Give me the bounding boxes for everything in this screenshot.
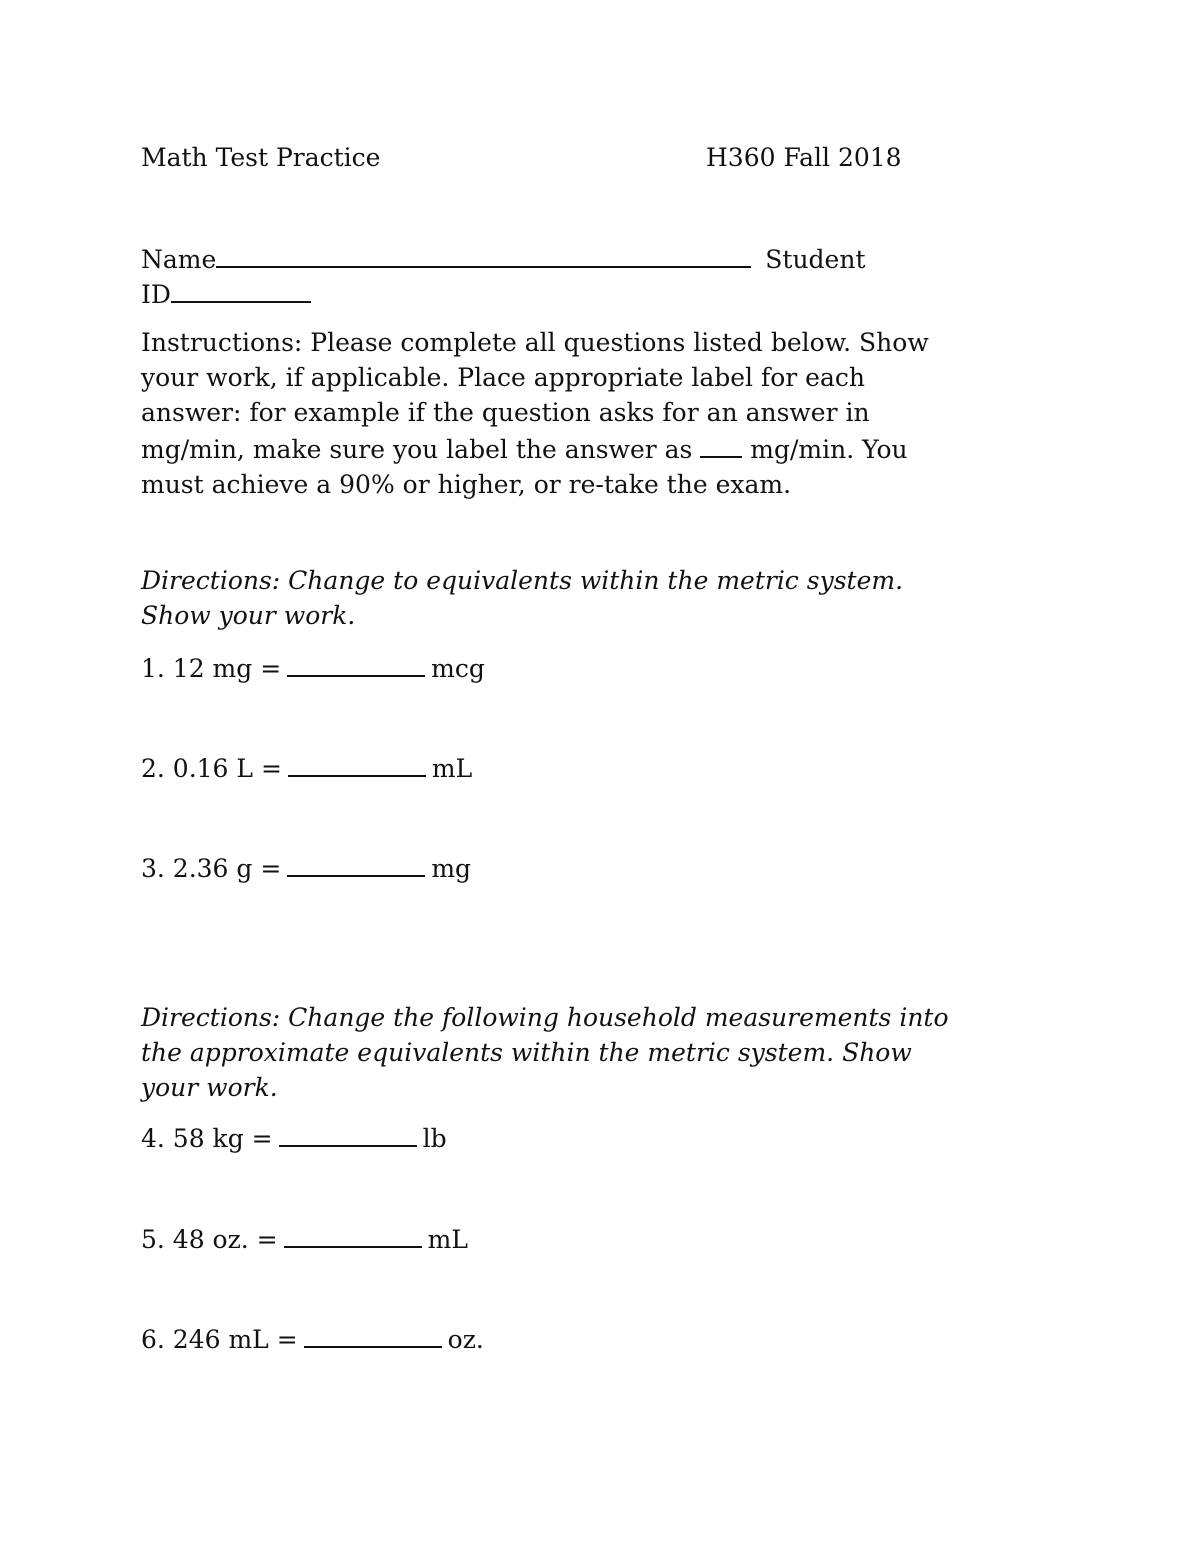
question-prefix: 1. 12 mg = — [141, 654, 282, 683]
question-unit: oz. — [447, 1325, 484, 1354]
answer-blank[interactable] — [284, 1220, 422, 1248]
directions-line: Directions: Change the following household measurements into — [141, 1003, 949, 1032]
directions-line: Directions: Change to equivalents within the metric system. — [141, 566, 904, 595]
question-prefix: 4. 58 kg = — [141, 1124, 273, 1153]
directions-metric — [141, 563, 1061, 633]
question-5 — [141, 1220, 468, 1257]
directions-line: Show your work. — [141, 601, 356, 630]
instructions-line: Instructions: Please complete all questions listed below. Show — [141, 328, 929, 357]
id-blank-line[interactable] — [171, 275, 311, 303]
example-blank-line — [700, 430, 742, 458]
directions-line: your work. — [141, 1073, 278, 1102]
instructions-line-part: mg/min, make sure you label the answer as — [141, 435, 693, 464]
question-unit: mg — [431, 854, 472, 883]
question-1 — [141, 649, 485, 686]
question-prefix: 5. 48 oz. = — [141, 1225, 278, 1254]
question-2 — [141, 749, 472, 786]
course-label: H360 Fall 2018 — [706, 143, 902, 172]
answer-blank[interactable] — [288, 749, 426, 777]
question-unit: lb — [422, 1124, 447, 1153]
answer-blank[interactable] — [304, 1320, 442, 1348]
question-unit: mL — [427, 1225, 468, 1254]
instructions-line-part: mg/min. You — [750, 435, 908, 464]
question-3 — [141, 849, 471, 886]
question-6 — [141, 1320, 484, 1357]
question-prefix: 2. 0.16 L = — [141, 754, 282, 783]
instructions-line: answer: for example if the question asks for an answer in — [141, 398, 870, 427]
directions-household — [141, 1000, 1061, 1105]
question-unit: mL — [431, 754, 473, 783]
name-label: Name — [141, 245, 217, 274]
student-label: Student — [765, 245, 866, 274]
directions-line: the approximate equivalents within the metric system. Show — [141, 1038, 912, 1067]
instructions-line — [141, 430, 1041, 467]
answer-blank[interactable] — [279, 1119, 417, 1147]
question-4 — [141, 1119, 447, 1156]
answer-blank[interactable] — [287, 849, 425, 877]
answer-blank[interactable] — [287, 649, 425, 677]
question-prefix: 6. 246 mL = — [141, 1325, 298, 1354]
page-title: Math Test Practice — [141, 143, 381, 172]
question-prefix: 3. 2.36 g = — [141, 854, 282, 883]
instructions-line: must achieve a 90% or higher, or re-take the exam. — [141, 470, 792, 499]
name-blank-line[interactable] — [216, 240, 751, 268]
id-row — [141, 275, 311, 312]
id-label: ID — [141, 280, 171, 309]
question-unit: mcg — [431, 654, 485, 683]
name-row — [141, 240, 1041, 277]
instructions-line: your work, if applicable. Place appropriate label for each — [141, 363, 865, 392]
instructions-paragraph — [141, 325, 1041, 502]
